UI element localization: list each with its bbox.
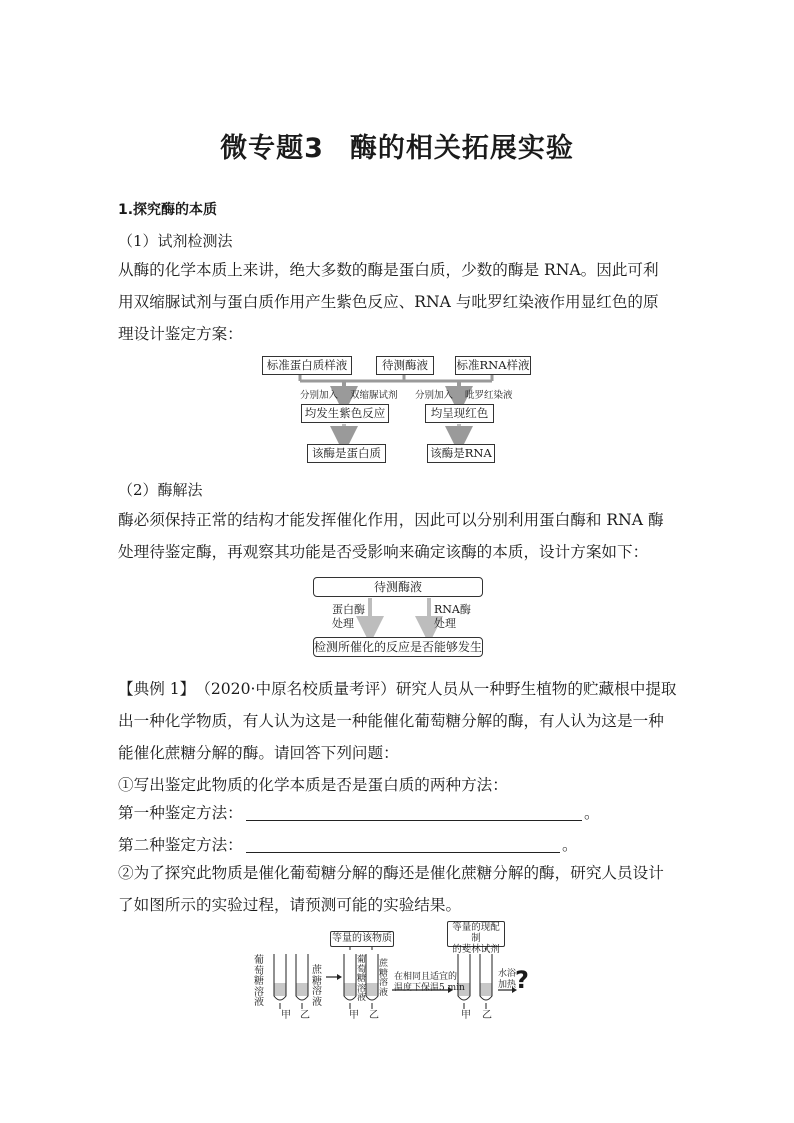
- box-rna-conclusion: 该酶是RNA: [427, 444, 495, 463]
- title-sub: 酶的相关拓展实验: [349, 133, 574, 164]
- blank1-end: 。: [584, 804, 600, 822]
- box-red-result: 均呈现红色: [425, 404, 494, 423]
- water-bath-line: 加热: [498, 980, 517, 990]
- example-line: ①写出鉴定此物质的化学本质是否是蛋白质的两种方法：: [118, 776, 508, 794]
- method1-heading: （1）试剂检测法: [118, 232, 233, 250]
- method2-heading: （2）酶解法: [118, 481, 203, 499]
- tube-yi-label: 乙: [482, 1010, 492, 1021]
- question-mark: ?: [515, 966, 529, 994]
- incubate-line: 在相同且适宜的: [394, 972, 458, 982]
- box-sample-enzyme-2: 待测酶液: [313, 577, 483, 597]
- blank2-end: 。: [562, 836, 578, 854]
- box-standard-rna: 标准RNA样液: [455, 356, 531, 375]
- example-line: 了如图所示的实验过程，请预测可能的实验结果。: [118, 896, 462, 914]
- glucose-label-2: 葡萄糖溶液: [357, 955, 367, 1003]
- rnase-label-line: 处理: [434, 617, 456, 630]
- fehling-line: 等量的现配制: [452, 922, 500, 944]
- tube-jia-label: 甲: [281, 1010, 291, 1021]
- sucrose-label-2: 蔗糖溶液: [379, 959, 389, 998]
- incubate-label: [394, 972, 465, 994]
- paragraph-line: 理设计鉴定方案：: [118, 325, 243, 343]
- box-sample-enzyme: 待测酶液: [376, 356, 434, 375]
- example-line: 出一种化学物质，有人认为这是一种能催化葡萄糖分解的酶，有人认为这是一种: [118, 712, 664, 730]
- blank1-label: 第一种鉴定方法：: [118, 804, 243, 822]
- right-reagent-label: 吡罗红染液: [465, 390, 513, 401]
- glucose-label-1: 葡萄糖溶液: [254, 955, 264, 1008]
- example-line: 【典例 1】 （2020·中原名校质量考评）研究人员从一种野生植物的贮藏根中提取: [118, 680, 677, 698]
- fehling-line: 的斐林试剂: [452, 944, 500, 955]
- box-protein-conclusion: 该酶是蛋白质: [307, 444, 386, 463]
- box-standard-protein: 标准蛋白质样液: [262, 356, 352, 375]
- protease-label-line: 处理: [332, 617, 354, 630]
- paragraph-line: 处理待鉴定酶，再观察其功能是否受影响来确定该酶的本质，设计方案如下：: [118, 543, 649, 561]
- paragraph-line: 用双缩脲试剂与蛋白质作用产生紫色反应、RNA 与吡罗红染液作用显红色的原: [118, 293, 659, 311]
- example-line: 能催化蔗糖分解的酶。请回答下列问题：: [118, 744, 399, 762]
- box-same-substance: 等量的该物质: [330, 931, 394, 947]
- incubate-line: 温度下保温5 min: [394, 983, 465, 993]
- paragraph-line: 从酶的化学本质上来讲，绝大多数的酶是蛋白质，少数的酶是 RNA。因此可利: [118, 261, 659, 279]
- title-main: 微专题3: [220, 133, 324, 164]
- tube-jia-label: 甲: [461, 1010, 471, 1021]
- protease-label-line: 蛋白酶: [332, 603, 365, 616]
- water-bath-label: [498, 969, 516, 991]
- tube-jia-label: 甲: [349, 1010, 359, 1021]
- paragraph-line: 酶必须保持正常的结构才能发挥催化作用，因此可以分别利用蛋白酶和 RNA 酶: [118, 511, 664, 529]
- sucrose-label-1: 蔗糖溶液: [312, 965, 322, 1008]
- blank2-label: 第二种鉴定方法：: [118, 836, 243, 854]
- example-line: ②为了探究此物质是催化葡萄糖分解的酶还是催化蔗糖分解的酶，研究人员设计: [118, 864, 664, 882]
- left-add-label: 分别加入: [300, 390, 339, 401]
- water-bath-line: 水浴: [498, 969, 517, 979]
- box-purple-result: 均发生紫色反应: [301, 404, 389, 423]
- tube-yi-label: 乙: [300, 1010, 310, 1021]
- rnase-label-line: RNA酶: [434, 603, 471, 616]
- tube-yi-label: 乙: [369, 1010, 379, 1021]
- box-fehling-reagent: [447, 921, 505, 955]
- box-detect-reaction: 检测所催化的反应是否能够发生: [313, 637, 483, 657]
- right-add-label: 分别加入: [415, 390, 454, 401]
- left-reagent-label: 双缩脲试剂: [350, 390, 398, 401]
- section-heading: 1.探究酶的本质: [118, 202, 218, 218]
